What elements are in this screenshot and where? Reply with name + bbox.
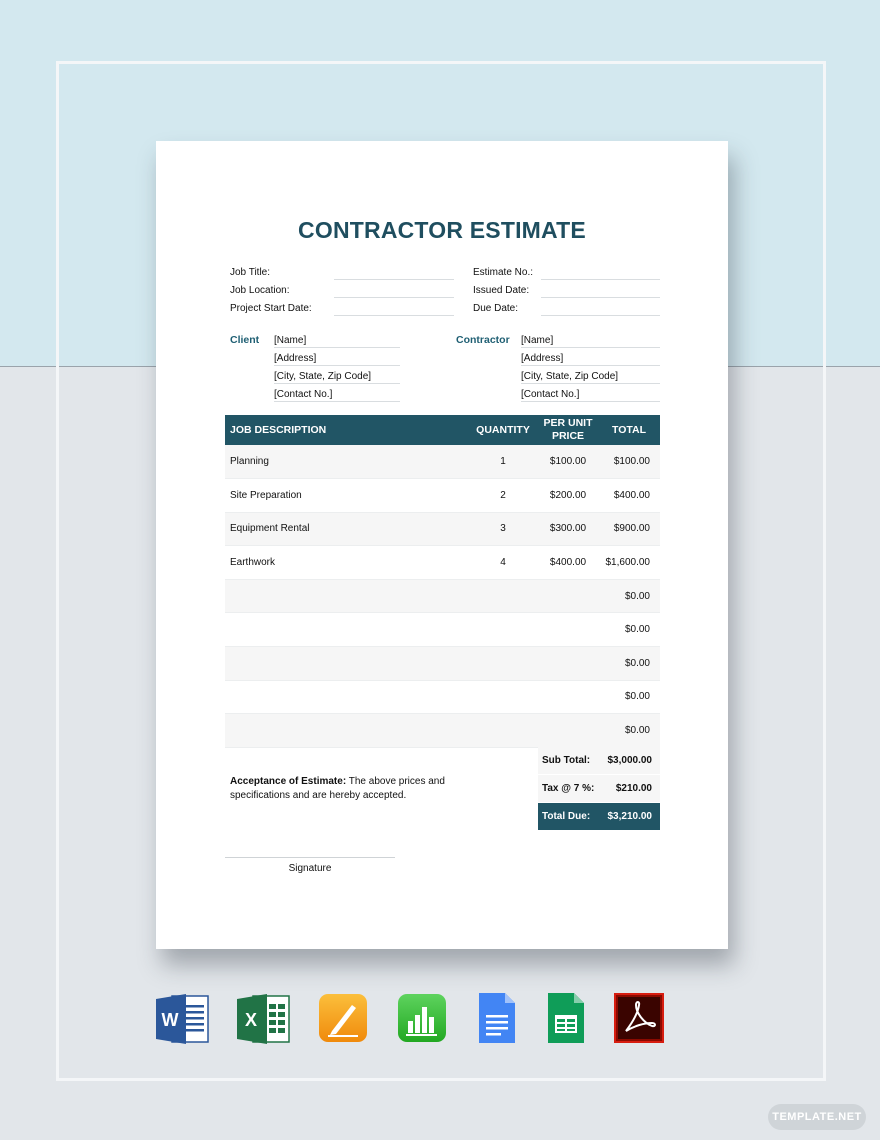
contractor-contact: [Contact No.]	[521, 389, 580, 400]
contractor-name: [Name]	[521, 335, 554, 346]
row-total: $0.00	[598, 714, 660, 748]
client-name: [Name]	[274, 335, 307, 346]
row-quantity: 2	[468, 479, 538, 513]
row-quantity	[468, 714, 538, 748]
row-total: $400.00	[598, 479, 660, 513]
row-description: Site Preparation	[225, 479, 468, 513]
header-total: TOTAL	[598, 415, 660, 445]
subtotal-value: $3,000.00	[607, 755, 652, 766]
estimate-no-label: Estimate No.:	[473, 267, 534, 278]
contractor-name-line	[521, 347, 660, 348]
project-start-date-label: Project Start Date:	[230, 303, 312, 314]
client-address-line	[274, 365, 400, 366]
row-quantity: 4	[468, 546, 538, 580]
client-city-line	[274, 383, 400, 384]
row-total: $100.00	[598, 445, 660, 479]
job-items-table	[225, 415, 660, 748]
row-quantity: 1	[468, 445, 538, 479]
row-total: $0.00	[598, 613, 660, 647]
table-row	[225, 512, 660, 546]
job-title-label: Job Title:	[230, 267, 271, 278]
issued-date-field[interactable]	[541, 297, 660, 298]
row-quantity	[468, 680, 538, 714]
table-row	[225, 613, 660, 647]
row-unit-price: $300.00	[538, 512, 598, 546]
contractor-address-line	[521, 365, 660, 366]
table-row	[225, 579, 660, 613]
client-heading: Client	[230, 334, 260, 346]
table-header-row	[225, 415, 660, 445]
row-quantity: 3	[468, 512, 538, 546]
client-contact: [Contact No.]	[274, 389, 333, 400]
total-due-value: $3,210.00	[607, 811, 652, 822]
row-total: $0.00	[598, 680, 660, 714]
word-icon[interactable]	[156, 993, 210, 1050]
row-unit-price	[538, 647, 598, 681]
contractor-city: [City, State, Zip Code]	[521, 371, 619, 382]
table-row	[225, 479, 660, 513]
acceptance-note	[230, 775, 460, 803]
excel-icon[interactable]	[237, 993, 291, 1050]
row-quantity	[468, 579, 538, 613]
table-row	[225, 714, 660, 748]
document-title: CONTRACTOR ESTIMATE	[298, 217, 586, 243]
tax-value: $210.00	[615, 783, 652, 794]
tax-row	[538, 775, 660, 802]
google-sheets-icon[interactable]	[546, 993, 586, 1050]
row-unit-price: $400.00	[538, 546, 598, 580]
table-row	[225, 445, 660, 479]
row-description: Planning	[225, 445, 468, 479]
row-total: $0.00	[598, 647, 660, 681]
row-total: $0.00	[598, 579, 660, 613]
row-total: $900.00	[598, 512, 660, 546]
client-address: [Address]	[274, 353, 317, 364]
contractor-address: [Address]	[521, 353, 564, 364]
row-unit-price: $200.00	[538, 479, 598, 513]
job-location-field[interactable]	[334, 297, 454, 298]
row-unit-price: $100.00	[538, 445, 598, 479]
total-due-row	[538, 803, 660, 830]
table-row	[225, 647, 660, 681]
acceptance-text: The above prices and specifications and are hereby accepted.	[230, 776, 445, 801]
row-description	[225, 613, 468, 647]
document-page	[156, 141, 728, 949]
svg-text:W: W	[161, 1010, 179, 1030]
contractor-city-line	[521, 383, 660, 384]
row-description	[225, 579, 468, 613]
tax-label: Tax @ 7 %:	[542, 783, 595, 794]
svg-text:X: X	[244, 1010, 258, 1030]
numbers-icon[interactable]	[397, 993, 447, 1050]
subtotal-row	[538, 747, 660, 774]
table-row	[225, 546, 660, 580]
row-unit-price	[538, 613, 598, 647]
row-unit-price	[538, 714, 598, 748]
subtotal-label: Sub Total:	[542, 755, 591, 766]
pdf-icon[interactable]	[614, 993, 664, 1050]
row-description	[225, 714, 468, 748]
template-net-watermark[interactable]: TEMPLATE.NET	[768, 1104, 866, 1130]
row-quantity	[468, 647, 538, 681]
google-docs-icon[interactable]	[477, 993, 517, 1050]
client-name-line	[274, 347, 400, 348]
row-description: Equipment Rental	[225, 512, 468, 546]
row-quantity	[468, 613, 538, 647]
row-description: Earthwork	[225, 546, 468, 580]
contractor-heading: Contractor	[456, 334, 510, 346]
job-location-label: Job Location:	[230, 285, 290, 296]
project-start-date-field[interactable]	[334, 315, 454, 316]
header-quantity: QUANTITY	[468, 415, 538, 445]
client-city: [City, State, Zip Code]	[274, 371, 372, 382]
header-job-description: JOB DESCRIPTION	[225, 415, 468, 445]
table-row	[225, 680, 660, 714]
pages-icon[interactable]	[318, 993, 368, 1050]
signature-label: Signature	[288, 863, 332, 874]
client-contact-line	[274, 401, 400, 402]
signature-line[interactable]	[225, 857, 395, 858]
header-unit-price: PER UNIT PRICE	[538, 415, 598, 445]
row-total: $1,600.00	[598, 546, 660, 580]
job-title-field[interactable]	[334, 279, 454, 280]
estimate-no-field[interactable]	[541, 279, 660, 280]
total-due-label: Total Due:	[542, 811, 591, 822]
row-description	[225, 647, 468, 681]
row-unit-price	[538, 680, 598, 714]
row-description	[225, 680, 468, 714]
acceptance-heading: Acceptance of Estimate:	[230, 776, 347, 787]
row-unit-price	[538, 579, 598, 613]
due-date-field[interactable]	[541, 315, 660, 316]
contractor-contact-line	[521, 401, 660, 402]
issued-date-label: Issued Date:	[473, 285, 530, 296]
due-date-label: Due Date:	[473, 303, 519, 314]
